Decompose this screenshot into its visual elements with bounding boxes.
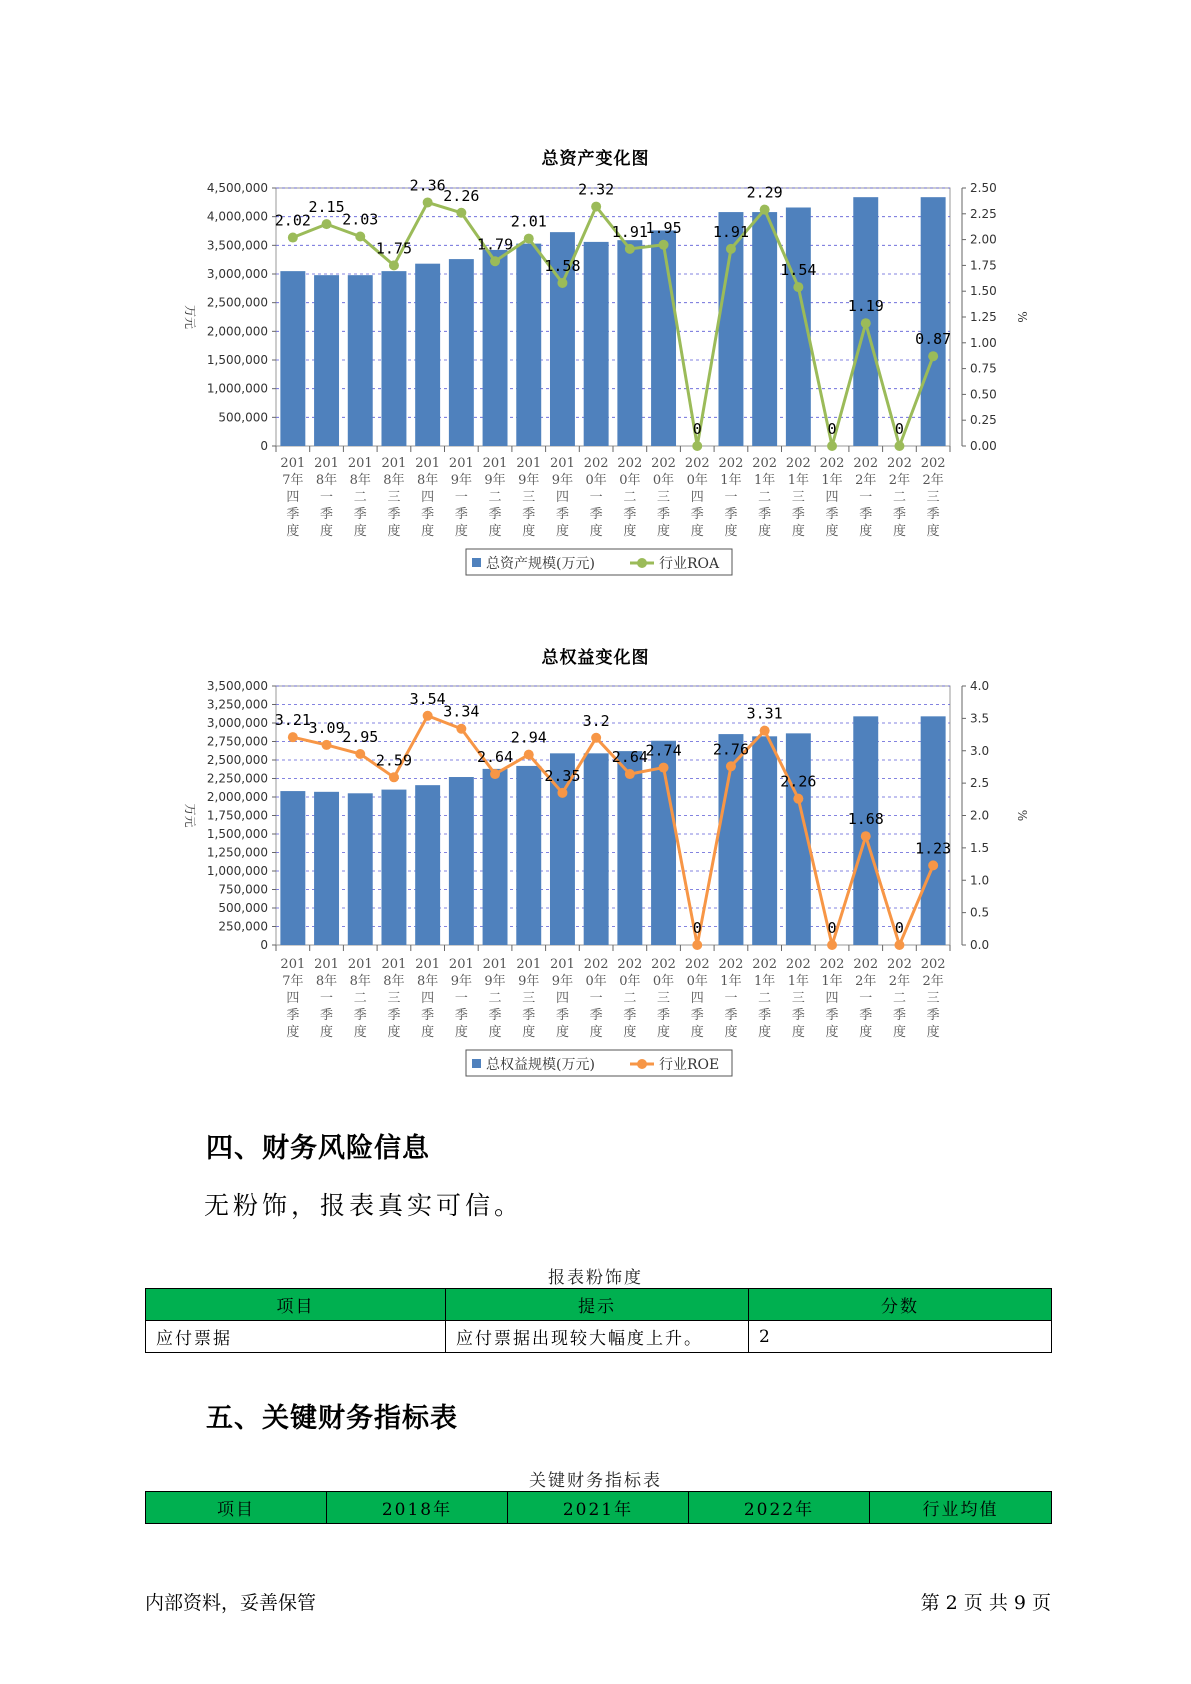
line-point [894, 441, 904, 451]
x-category-label: 201 9年二季度 [482, 456, 508, 539]
data-label: 3.21 [274, 711, 311, 730]
data-label: 2.59 [375, 751, 413, 770]
data-label: 2.95 [342, 727, 379, 746]
line-point [760, 205, 770, 215]
bar [752, 212, 777, 446]
bar [752, 736, 777, 945]
y2-tick-label: 0.0 [970, 938, 990, 952]
y2-tick-label: 2.50 [970, 181, 997, 195]
data-label: 2.29 [746, 183, 783, 202]
legend-line-label: 行业ROE [659, 1057, 720, 1073]
line-point [861, 318, 871, 328]
risk-conclusion-text: 无粉饰，报表真实可信。 [204, 1191, 524, 1220]
y2-tick-label: 0.75 [970, 361, 997, 376]
y-tick-label: 2,250,000 [206, 771, 268, 786]
x-category-label: 202 1年二季度 [752, 957, 778, 1040]
legend-bar-label: 总资产规模(万元) [486, 556, 595, 572]
y-tick-label: 2,750,000 [206, 734, 268, 749]
line-point [625, 769, 635, 779]
header-item: 项目 [146, 1492, 327, 1524]
x-category-label: 202 2年二季度 [887, 957, 912, 1040]
header-2018: 2018年 [327, 1492, 508, 1524]
data-label: 1.91 [611, 222, 648, 241]
line-point [726, 244, 736, 254]
x-category-label: 202 2年一季度 [853, 957, 879, 1040]
header-2021: 2021年 [508, 1492, 689, 1524]
data-label: 1.58 [544, 256, 581, 275]
line-point [793, 794, 803, 804]
x-category-label: 201 8年三季度 [381, 456, 407, 539]
y2-axis-unit: % [1015, 311, 1029, 323]
total-assets-chart [0, 176, 1191, 620]
bar [853, 716, 878, 945]
data-label: 0 [894, 420, 904, 438]
header-industry-average: 行业均值 [870, 1492, 1052, 1524]
data-label: 2.26 [443, 186, 480, 205]
line-point [288, 732, 298, 742]
bar [584, 242, 609, 446]
x-category-label: 202 2年二季度 [887, 456, 912, 539]
x-category-label: 201 7年四季度 [280, 957, 306, 1040]
legend-line-marker [637, 1059, 647, 1069]
whitewash-table [145, 1288, 1052, 1353]
x-category-label: 201 8年三季度 [381, 957, 407, 1040]
data-label: 1.95 [645, 218, 682, 237]
x-category-label: 201 8年二季度 [347, 957, 373, 1040]
line-point [692, 940, 702, 950]
header-item: 项目 [146, 1289, 446, 1321]
x-category-label: 202 0年一季度 [583, 957, 609, 1040]
y-tick-label: 3,000,000 [206, 267, 268, 281]
data-label: 0 [894, 919, 904, 937]
data-label: 2.15 [308, 198, 345, 217]
line-point [524, 750, 534, 760]
y2-axis-unit: % [1015, 809, 1029, 822]
x-category-label: 201 8年一季度 [314, 456, 339, 539]
y2-tick-label: 2.25 [970, 206, 997, 221]
data-label: 2.76 [712, 740, 750, 759]
line-point [490, 769, 500, 779]
x-category-label: 202 0年二季度 [617, 456, 643, 539]
x-category-label: 202 1年四季度 [819, 957, 845, 1040]
data-label: 1.91 [712, 222, 750, 241]
y-tick-label: 2,000,000 [206, 790, 268, 804]
y-axis-unit: 万元 [183, 803, 197, 828]
data-label: 3.2 [582, 711, 610, 730]
y2-tick-label: 0.50 [970, 387, 997, 402]
data-label: 3.34 [443, 702, 480, 721]
cell-item: 应付票据 [146, 1321, 446, 1353]
data-label: 0 [692, 919, 702, 937]
line-point [659, 763, 669, 773]
bar [921, 716, 946, 945]
data-label: 2.35 [544, 766, 581, 785]
table-header-row [146, 1492, 1052, 1524]
line-point [322, 219, 332, 229]
line-point [659, 240, 669, 250]
bar [617, 240, 642, 446]
total-equity-chart [0, 678, 1191, 1118]
bar [348, 793, 373, 945]
x-category-label: 201 9年四季度 [550, 456, 575, 539]
bar [314, 275, 339, 446]
line-point [894, 940, 904, 950]
line-point [456, 208, 466, 218]
data-label: 2.26 [780, 772, 817, 791]
line-point [625, 244, 635, 254]
legend-bar-swatch [472, 558, 481, 567]
y-tick-label: 500,000 [218, 901, 268, 915]
data-label: 0 [827, 919, 837, 937]
y2-tick-label: 0.5 [970, 905, 990, 920]
line-point [490, 256, 500, 266]
footer-page-number: 第 2 页 共 9 页 [920, 1592, 1051, 1614]
table-row [146, 1321, 1052, 1353]
data-label: 1.23 [915, 839, 952, 858]
legend-line-marker [637, 558, 647, 568]
bar [483, 250, 508, 446]
x-category-label: 201 8年二季度 [347, 456, 373, 539]
y-tick-label: 1,250,000 [206, 845, 268, 860]
bar [516, 766, 541, 945]
table-caption-key-indicators: 关键财务指标表 [529, 1471, 662, 1491]
cell-score: 2 [749, 1321, 1052, 1353]
x-category-label: 201 9年一季度 [448, 456, 474, 539]
x-category-label: 202 1年一季度 [718, 456, 744, 539]
legend-bar-swatch [472, 1059, 481, 1068]
bar [921, 197, 946, 446]
y-tick-label: 4,000,000 [206, 209, 268, 224]
x-category-label: 201 8年一季度 [314, 957, 339, 1040]
chart-title-assets: 总资产变化图 [541, 149, 650, 169]
y2-tick-label: 0.00 [970, 439, 997, 453]
x-category-label: 202 2年一季度 [853, 456, 879, 539]
data-label: 2.01 [510, 212, 547, 231]
line-point [423, 197, 433, 207]
y2-tick-label: 3.0 [970, 743, 990, 758]
x-category-label: 201 8年四季度 [415, 957, 441, 1040]
y2-tick-label: 2.0 [970, 808, 990, 823]
y2-tick-label: 0.25 [970, 413, 997, 428]
data-label: 2.02 [274, 211, 311, 230]
x-category-label: 202 1年三季度 [785, 957, 811, 1040]
line-point [760, 726, 770, 736]
data-label: 2.74 [645, 741, 682, 760]
data-label: 3.31 [746, 704, 783, 723]
x-category-label: 201 9年一季度 [448, 957, 474, 1040]
y-tick-label: 3,000,000 [206, 716, 268, 730]
table-header-row [146, 1289, 1052, 1321]
x-category-label: 202 1年一季度 [718, 957, 744, 1040]
bar [584, 753, 609, 945]
data-label: 2.64 [476, 748, 514, 767]
data-label: 1.54 [780, 261, 817, 280]
section-heading-risk: 四、财务风险信息 [206, 1133, 430, 1164]
y2-tick-label: 2.00 [970, 232, 997, 247]
bar [415, 264, 440, 446]
line-point [928, 860, 938, 870]
y-axis-unit: 万元 [183, 304, 197, 330]
legend-bar-label: 总权益规模(万元) [486, 1057, 595, 1073]
x-category-label: 201 9年二季度 [482, 957, 508, 1040]
y2-tick-label: 4.0 [970, 679, 990, 693]
y-tick-label: 1,500,000 [206, 827, 268, 841]
line-point [726, 761, 736, 771]
line-point [793, 282, 803, 292]
line-point [827, 940, 837, 950]
line-point [389, 260, 399, 270]
cell-hint: 应付票据出现较大幅度上升。 [446, 1321, 749, 1353]
line-point [355, 232, 365, 242]
data-label: 0.87 [915, 330, 952, 349]
line-point [928, 351, 938, 361]
bar [449, 777, 474, 945]
data-label: 2.32 [578, 180, 615, 199]
data-label: 1.75 [375, 239, 413, 258]
line-point [692, 441, 702, 451]
table-caption-whitewash: 报表粉饰度 [548, 1268, 643, 1288]
footer-confidential-note: 内部资料，妥善保管 [145, 1592, 317, 1614]
bar [381, 271, 406, 446]
bar [516, 244, 541, 446]
x-category-label: 202 1年二季度 [752, 456, 778, 539]
data-label: 2.36 [409, 176, 446, 195]
y-tick-label: 1,000,000 [206, 381, 268, 396]
line-point [827, 441, 837, 451]
bar [381, 790, 406, 945]
line-point [591, 202, 601, 212]
x-category-label: 202 0年四季度 [684, 957, 710, 1040]
bar [348, 275, 373, 446]
bar [617, 751, 642, 945]
y-tick-label: 4,500,000 [206, 181, 268, 195]
line-point [355, 749, 365, 759]
x-category-label: 202 1年四季度 [819, 456, 845, 539]
y-tick-label: 2,000,000 [206, 324, 268, 339]
x-category-label: 201 9年三季度 [516, 957, 542, 1040]
bar [280, 271, 305, 446]
x-category-label: 202 0年四季度 [684, 456, 710, 539]
x-category-label: 202 2年三季度 [920, 456, 946, 539]
data-label: 2.64 [611, 748, 648, 767]
x-category-label: 201 8年四季度 [415, 456, 441, 539]
y-tick-label: 750,000 [218, 882, 268, 897]
y-tick-label: 1,750,000 [206, 808, 268, 823]
data-label: 1.19 [847, 297, 884, 316]
data-label: 3.54 [409, 689, 446, 708]
line-point [557, 278, 567, 288]
bar [314, 792, 339, 945]
bar [651, 230, 676, 446]
line-point [456, 724, 466, 734]
bar [449, 259, 474, 446]
line-point [524, 234, 534, 244]
y-tick-label: 2,500,000 [206, 295, 268, 310]
data-label: 3.09 [308, 718, 345, 737]
line-point [389, 772, 399, 782]
x-category-label: 201 9年三季度 [516, 456, 542, 539]
x-category-label: 201 9年四季度 [550, 957, 575, 1040]
line-point [288, 233, 298, 243]
data-label: 0 [827, 420, 837, 438]
header-2022: 2022年 [689, 1492, 870, 1524]
y-tick-label: 0 [260, 938, 268, 952]
key-indicators-table [145, 1491, 1052, 1524]
header-score: 分数 [749, 1289, 1052, 1321]
y2-tick-label: 1.0 [970, 873, 990, 888]
line-point [861, 831, 871, 841]
y-tick-label: 3,250,000 [206, 697, 268, 712]
y-tick-label: 1,000,000 [206, 864, 268, 878]
line-point [557, 788, 567, 798]
x-category-label: 202 0年三季度 [651, 456, 676, 539]
legend-line-label: 行业ROA [659, 556, 720, 572]
chart-title-equity: 总权益变化图 [541, 648, 650, 668]
y-tick-label: 250,000 [218, 919, 268, 934]
x-category-label: 201 7年四季度 [280, 456, 306, 539]
y2-tick-label: 1.5 [970, 840, 990, 855]
data-label: 1.68 [847, 810, 884, 829]
data-label: 2.03 [342, 210, 379, 229]
bar [415, 785, 440, 945]
header-hint: 提示 [446, 1289, 749, 1321]
y2-tick-label: 1.50 [970, 284, 997, 299]
x-category-label: 202 2年三季度 [920, 957, 946, 1040]
y-tick-label: 2,500,000 [206, 753, 268, 767]
data-label: 1.79 [476, 235, 514, 254]
section-heading-key-indicators: 五、关键财务指标表 [206, 1403, 458, 1434]
y2-tick-label: 1.00 [970, 335, 997, 350]
y2-tick-label: 1.25 [970, 310, 997, 324]
y-tick-label: 3,500,000 [206, 679, 268, 693]
y-tick-label: 500,000 [218, 410, 268, 425]
y2-tick-label: 2.5 [970, 776, 990, 791]
y-tick-label: 1,500,000 [206, 353, 268, 367]
y2-tick-label: 1.75 [970, 258, 997, 273]
x-category-label: 202 0年一季度 [583, 456, 609, 539]
bar [280, 791, 305, 945]
y-tick-label: 3,500,000 [206, 238, 268, 253]
y2-tick-label: 3.5 [970, 711, 990, 726]
x-category-label: 202 0年二季度 [617, 957, 643, 1040]
data-label: 2.94 [510, 728, 547, 747]
y-tick-label: 0 [260, 439, 268, 453]
line-point [423, 711, 433, 721]
line-point [591, 733, 601, 743]
x-category-label: 202 0年三季度 [651, 957, 676, 1040]
x-category-label: 202 1年三季度 [785, 456, 811, 539]
data-label: 0 [692, 420, 702, 438]
bar [483, 769, 508, 945]
line-point [322, 740, 332, 750]
